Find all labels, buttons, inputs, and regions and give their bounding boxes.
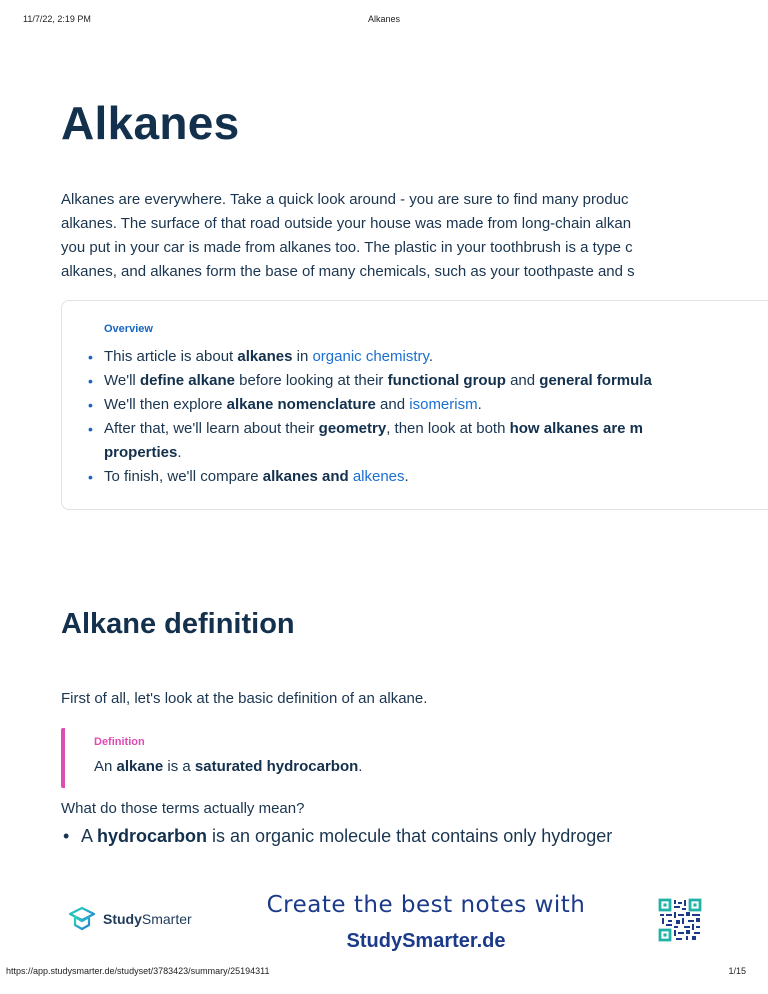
bold-term: alkane nomenclature (226, 396, 376, 413)
overview-label: Overview (104, 323, 153, 335)
cta-line-1: Create the best notes with (266, 892, 586, 918)
text-run: This article is about (104, 348, 238, 365)
intro-line: alkanes. The surface of that road outside your house was made from long-chain alkan (61, 215, 632, 232)
text-run: We'll then explore (104, 396, 227, 413)
page-title: Alkanes (61, 97, 240, 149)
section-heading: Alkane definition (61, 608, 295, 640)
overview-item-continuation (104, 441, 768, 465)
cta-line-2[interactable]: StudySmarter.de (346, 930, 506, 952)
article (61, 0, 768, 880)
bold-term: how alkanes are m (509, 420, 644, 437)
text-run: , then look at both (386, 420, 510, 437)
text-run: . (428, 348, 434, 365)
text-run: An (94, 758, 117, 775)
definition-box (61, 728, 362, 788)
overview-item (104, 465, 768, 489)
logo-text-regular: Smarter (141, 911, 192, 927)
text-run: A (81, 826, 98, 846)
overview-box (61, 300, 768, 510)
print-title: Alkanes (367, 14, 401, 24)
overview-item (104, 345, 768, 369)
text-run: We'll (104, 372, 140, 389)
text-run: in (292, 348, 313, 365)
bold-term: geometry (318, 420, 387, 437)
logo-text-bold: Study (103, 911, 142, 927)
bold-term: saturated hydrocarbon (194, 758, 359, 775)
section-intro: First of all, let's look at the basic definition of an alkane. (61, 690, 428, 707)
bold-term: alkanes and (262, 468, 353, 485)
overview-item (104, 417, 768, 441)
text-run: is an organic molecule that contains only hydroger (207, 826, 613, 846)
intro-line: alkanes, and alkanes form the base of many chemicals, such as your toothpaste and s (61, 263, 635, 280)
question-text: What do those terms actually mean? (61, 800, 305, 817)
page-number: 1/15 (728, 966, 746, 976)
inline-link[interactable]: alkenes (352, 468, 405, 485)
intro-line: Alkanes are everywhere. Take a quick look around - you are sure to find many produc (61, 191, 629, 208)
text-run: To finish, we'll compare (104, 468, 263, 485)
text-run: . (404, 468, 409, 485)
bold-term: hydrocarbon (97, 826, 208, 846)
text-run: After that, we'll learn about their (104, 420, 319, 437)
text-run: and (505, 372, 540, 389)
bold-term: alkane (116, 758, 164, 775)
bold-term: properties (104, 444, 178, 461)
text-run: . (177, 444, 182, 461)
definition-text (94, 758, 362, 775)
qr-code-icon[interactable] (658, 898, 702, 942)
bold-term: define alkane (139, 372, 235, 389)
hydrocarbon-bullet (81, 826, 612, 847)
overview-item (104, 393, 768, 417)
text-run: . (358, 758, 363, 775)
text-run: and (375, 396, 410, 413)
overview-list (62, 345, 768, 489)
text-run: before looking at their (234, 372, 388, 389)
text-run: . (477, 396, 482, 413)
definition-label: Definition (94, 736, 145, 748)
bold-term: alkanes (237, 348, 293, 365)
intro-paragraph (61, 188, 768, 284)
bold-term: functional group (387, 372, 506, 389)
inline-link[interactable]: isomerism (409, 396, 478, 413)
intro-line: you put in your car is made from alkanes too. The plastic in your toothbrush is a type c (61, 239, 633, 256)
print-datetime: 11/7/22, 2:19 PM (23, 14, 91, 24)
page-url: https://app.studysmarter.de/studyset/3783423/summary/25194311 (6, 966, 270, 976)
inline-link[interactable]: organic chemistry (312, 348, 429, 365)
bold-term: general formula (539, 372, 652, 389)
overview-item (104, 369, 768, 393)
text-run: is a (163, 758, 195, 775)
